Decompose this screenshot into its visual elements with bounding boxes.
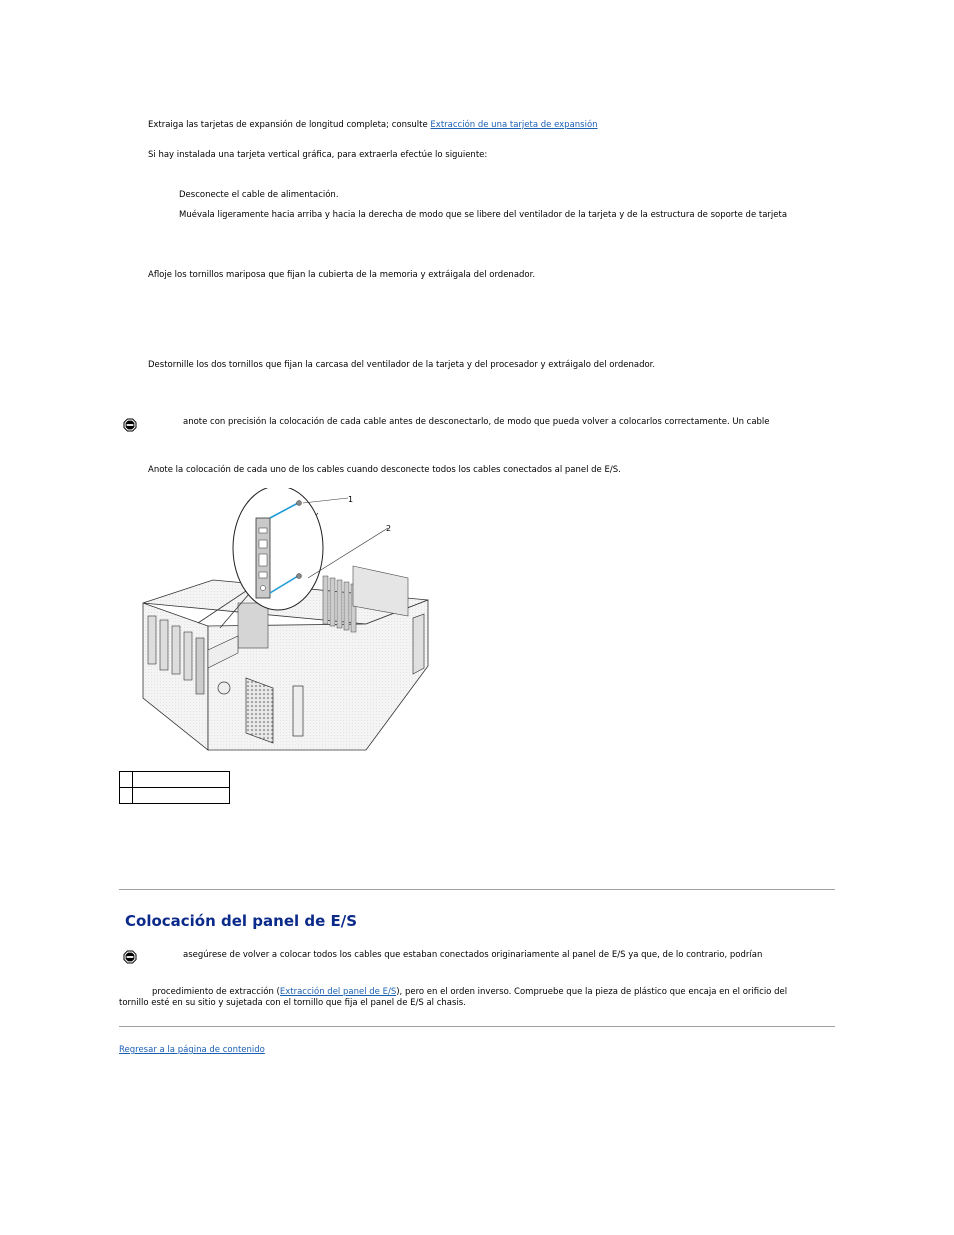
step-extract-cards: Extraiga las tarjetas de expansión de longitud completa; consulte Extracción de una tarjeta de expansión bbox=[148, 120, 598, 130]
table-row bbox=[120, 788, 230, 804]
section-heading-replace-io-panel: Colocación del panel de E/S bbox=[125, 912, 358, 930]
link-remove-io-panel[interactable]: Extracción del panel de E/S bbox=[279, 987, 397, 997]
replace-procedure-line1: procedimiento de extracción (Extracción del panel de E/S), pero en el orden inverso. Compruebe que la pieza de plástico que encaja en el orificio del bbox=[152, 987, 788, 997]
callout-legend-table bbox=[119, 771, 230, 804]
callout-number-1: 1 bbox=[348, 495, 354, 504]
replace-procedure-line2: tornillo esté en su sitio y sujetada con el tornillo que fija el panel de E/S al chasis. bbox=[119, 998, 466, 1008]
callout-number-2: 2 bbox=[386, 524, 392, 533]
io-panel-removal-illustration bbox=[138, 488, 438, 753]
step-note-cables: Anote la colocación de cada uno de los cables cuando desconecte todos los cables conectados al panel de E/S. bbox=[148, 465, 621, 475]
notice-icon bbox=[123, 950, 137, 964]
step-graphics-riser: Si hay instalada una tarjeta vertical gráfica, para extraerla efectúe lo siguiente: bbox=[148, 150, 488, 160]
notice-icon bbox=[123, 418, 137, 432]
step-fan-shroud: Destornille los dos tornillos que fijan la carcasa del ventilador de la tarjeta y del procesador y extráigalo del ordenador. bbox=[148, 360, 656, 370]
section-divider bbox=[119, 1026, 835, 1027]
step-memory-cover: Afloje los tornillos mariposa que fijan la cubierta de la memoria y extráigala del ordenador. bbox=[148, 270, 536, 280]
table-row bbox=[120, 772, 230, 788]
substep-move-riser: Muévala ligeramente hacia arriba y hacia la derecha de modo que se libere del ventilador de la tarjeta y de la estructura de soporte de tarjeta bbox=[179, 210, 788, 220]
link-remove-expansion-card[interactable]: Extracción de una tarjeta de expansión bbox=[430, 120, 598, 130]
notice-cable-text: anote con precisión la colocación de cada cable antes de desconectarlo, de modo que pueda volver a colocarlos correctamente. Un cable bbox=[183, 417, 770, 427]
notice-reconnect-text: asegúrese de volver a colocar todos los cables que estaban conectados originariamente al panel de E/S ya que, de lo contrario, podrían bbox=[183, 950, 763, 960]
substep-disconnect-power: Desconecte el cable de alimentación. bbox=[179, 190, 339, 200]
section-divider bbox=[119, 889, 835, 890]
back-to-contents-link[interactable]: Regresar a la página de contenido bbox=[119, 1045, 265, 1055]
